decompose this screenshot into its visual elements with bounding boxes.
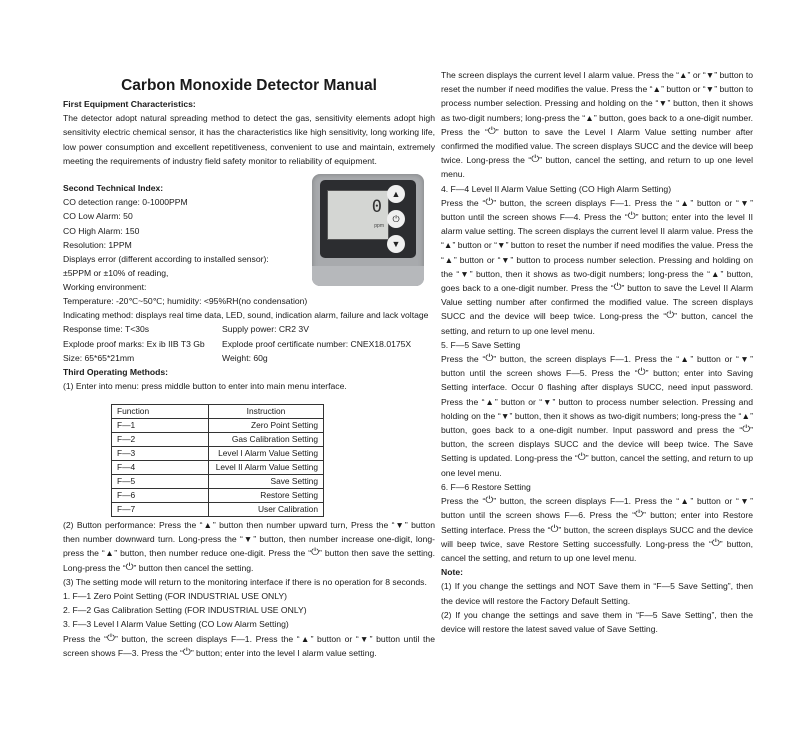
table-cell: Gas Calibration Setting	[209, 433, 324, 447]
menu-intro: (1) Enter into menu: press middle button to enter into main menu interface.	[63, 381, 347, 392]
table-row	[112, 433, 324, 447]
table-cell: Level I Alarm Value Setting	[209, 447, 324, 461]
text-run: ” button then save the setting. Long-press the “	[63, 548, 435, 573]
spec-line: Displays error (different according to installed sensor):	[63, 254, 269, 265]
table-row	[112, 503, 324, 517]
text-run: ” button, the screen displays SUCC and the device will beep twice. The Save Setting is updated. Long-press the “	[441, 425, 753, 464]
device-base	[312, 266, 424, 286]
table-row	[112, 461, 324, 475]
table-header: Instruction	[209, 405, 324, 419]
spec-pair-row	[63, 351, 435, 365]
spec-line: CO detection range: 0-1000PPM	[63, 197, 188, 208]
lcd-reading: 0	[371, 197, 382, 217]
power-icon: ⏻	[711, 537, 720, 549]
text-run: ” button, cancel the setting, and return to up one level menu.	[441, 155, 753, 180]
table-cell: F—3	[112, 447, 209, 461]
text-run: ” button, the screen displays F—1. Press the “▲” button or “▼” button until the screen shows F—3. Press the “	[63, 633, 435, 658]
table-row	[112, 489, 324, 503]
power-icon: ⏻	[125, 561, 134, 573]
text-run: ” button then cancel the setting.	[133, 562, 254, 573]
power-button-icon: ⏻	[387, 210, 405, 228]
text-run: Press the “	[441, 197, 486, 208]
text-run: Press the “	[441, 354, 486, 365]
spec-pair-right: Supply power: CR2 3V	[222, 324, 309, 335]
section-heading: Third Operating Methods:	[63, 366, 169, 377]
power-icon: ⏻	[577, 452, 586, 464]
note-heading: Note:	[441, 567, 463, 578]
text-run: ” button, cancel the setting, and return to up one level menu.	[441, 311, 753, 336]
table-cell: F—7	[112, 503, 209, 517]
power-icon: ⏻	[531, 154, 540, 166]
spec-line: CO High Alarm: 150	[63, 225, 140, 236]
text-run: ” button; enter into the level I alarm value setting.	[190, 647, 377, 658]
text-run: (2) Button performance: Press the “▲” button then number upward turn, Press the “▼” button then number downward turn. Long-press the “▼” button, then number increase one-digit, long-press the “▲” button, then number reduce one-digit. Press the “	[63, 520, 435, 559]
table-cell: Level II Alarm Value Setting	[209, 461, 324, 475]
power-icon: ⏻	[485, 495, 494, 507]
section-heading: First Equipment Characteristics:	[63, 99, 196, 109]
table-cell: Save Setting	[209, 475, 324, 489]
power-icon: ⏻	[627, 211, 636, 223]
power-icon: ⏻	[311, 547, 320, 559]
power-icon: ⏻	[742, 424, 751, 436]
power-icon: ⏻	[485, 353, 494, 365]
down-button-icon: ▼	[387, 235, 405, 253]
timeout-note: (3) The setting mode will return to the monitoring interface if there is no operation for 8 seconds.	[63, 576, 427, 587]
function-table	[111, 404, 324, 517]
spec-pair-left: Size: 65*65*21mm	[63, 352, 135, 363]
f5-instructions	[441, 352, 753, 480]
list-item: 6. F—6 Restore Setting	[441, 481, 531, 492]
power-icon: ⏻	[107, 632, 115, 644]
indicating-method: Indicating method: displays real time data, LED, sound, indication alarm, failure and lack voltage	[63, 310, 429, 321]
list-item: 5. F—5 Save Setting	[441, 339, 521, 350]
table-row	[112, 475, 324, 489]
list-item: 4. F—4 Level II Alarm Value Setting (CO High Alarm Setting)	[441, 183, 672, 194]
text-run: Press the “	[63, 633, 108, 644]
note-item: (1) If you change the settings and NOT Save them in “F—5 Save Setting”, then the device will restore the Factory Default Setting.	[441, 581, 753, 606]
table-cell: Zero Point Setting	[209, 419, 324, 433]
spec-pair-right: Weight: 60g	[222, 352, 268, 363]
f3-continued	[441, 68, 753, 182]
f4-instructions	[441, 196, 753, 338]
text-run: ” button to save the Level I Alarm Value setting number after confirmed the modified value. The screen displays SUCC and the device will beep twice. Long-press the “	[441, 126, 753, 166]
text-run: ” button, the screen displays SUCC and the device will beep twice, save Restore Setting successfully. Long-press the “	[441, 524, 753, 549]
text-run: ” button; enter into Saving Setting interface. Occur 0 flashing after displays SUCC, need input password. Press the “▲” button or “▼” button to process number selection. Pressing and holding on the “▼” button, then it shows as two-digit numbers; long-press the “▲” button, goes back to a one-digit number. Input password and press the “	[441, 368, 753, 436]
spec-pair-right: Explode proof certificate number: CNEX18.0175X	[222, 338, 412, 349]
spec-pair-row	[63, 322, 435, 336]
section-technical-index-cont	[63, 294, 435, 393]
button-performance	[63, 518, 435, 575]
right-column	[441, 68, 753, 636]
text-run: Press the “	[441, 496, 486, 507]
section-heading: Second Technical Index:	[63, 183, 164, 193]
spec-pair-left: Response time: T<30s	[63, 324, 150, 335]
characteristics-text: The detector adopt natural spreading method to detect the gas, sensitivity elements adopt high sensitivity electric chemical sensor, it has the characteristics like high sensitivity, long working life, low power consumption and excellent repetitiveness, convenient to use and maintain, extremely meeting the requirements of industry field safety monitor to reliability of equipment.	[63, 113, 435, 166]
note-item: (2) If you change the settings and save them in “F—5 Save Setting”, then the device will restore the latest saved value of Save Setting.	[441, 609, 753, 634]
power-icon: ⏻	[635, 509, 644, 521]
power-icon: ⏻	[182, 646, 191, 658]
page-title: Carbon Monoxide Detector Manual	[121, 77, 377, 94]
table-cell: F—5	[112, 475, 209, 489]
text-run: ” button, the screen displays F—1. Press the “▲” button or “▼” button until the screen shows F—6. Press the “	[441, 496, 753, 521]
list-item: 1. F—1 Zero Point Setting (FOR INDUSTRIAL USE ONLY)	[63, 591, 287, 602]
table-cell: F—4	[112, 461, 209, 475]
table-cell: F—1	[112, 419, 209, 433]
section-characteristics	[63, 97, 435, 168]
text-run: ” button; enter into Restore Setting interface. Press the “	[441, 510, 753, 535]
up-button-icon: ▲	[387, 185, 405, 203]
spec-pair-left: Explode proof marks: Ex ib IIB T3 Gb	[63, 338, 205, 349]
table-row	[112, 419, 324, 433]
spec-line: Working environment:	[63, 282, 147, 293]
power-icon: ⏻	[550, 523, 559, 535]
table-row	[112, 447, 324, 461]
power-icon: ⏻	[666, 310, 675, 322]
power-icon: ⏻	[487, 125, 496, 137]
table-header-row	[112, 405, 324, 419]
text-run: ” button, the screen displays F—1. Press the “▲” button or “▼” button until the screen shows F—4. Press the “	[441, 197, 753, 223]
detector-illustration	[312, 174, 424, 286]
spec-line: Resolution: 1PPM	[63, 239, 132, 250]
table-header: Function	[112, 405, 209, 419]
text-run: ” button; enter into the level II alarm value setting. The screen displays the current level II alarm value. Press the “▲” button or “▼” button to reset the number if need modifies the value. Press the “▲” button or “▼” button to process number selection. Pressing and holding on the “▼” button, then it shows as two-digit numbers; long-press the “▲” button, goes back to a one-digit number. Press the “	[441, 212, 753, 294]
text-run: ” button, cancel the setting, and return to up one level menu.	[441, 453, 753, 478]
spec-line: Temperature: -20℃~50℃; humidity: <95%RH(no condensation)	[63, 296, 308, 306]
spec-line: CO Low Alarm: 50	[63, 211, 133, 222]
text-run: The screen displays the current level I alarm value. Press the “▲” or “▼” button to reset the number if need modifies the value. Press the “▲” button or “▼” button to process number selection. Pressing and holding on the “▼” button, then it shows as two-digit numbers; long-press the “▲” button, goes back to a one-digit number. Press the “	[441, 70, 753, 137]
f6-instructions	[441, 494, 753, 565]
text-run: ” button, the screen displays F—1. Press the “▲” button or “▼” button until the screen shows F—5. Press the “	[441, 354, 753, 379]
spec-pair-row	[63, 337, 435, 351]
list-item: 3. F—3 Level I Alarm Value Setting (CO Low Alarm Setting)	[63, 619, 289, 630]
spec-line: ±5PPM or ±10% of reading,	[63, 268, 169, 279]
table-cell: F—6	[112, 489, 209, 503]
power-icon: ⏻	[637, 367, 646, 379]
power-icon: ⏻	[613, 282, 622, 294]
lcd-unit: ppm	[374, 223, 384, 229]
list-item: 2. F—2 Gas Calibration Setting (FOR INDUSTRIAL USE ONLY)	[63, 605, 307, 616]
power-icon: ⏻	[485, 196, 494, 208]
f3-instructions	[63, 632, 435, 660]
section-technical-index	[63, 181, 308, 295]
table-cell: Restore Setting	[209, 489, 324, 503]
section-operating-cont	[63, 518, 435, 660]
text-run: ” button, cancel the setting, and return to up one level menu.	[441, 538, 753, 563]
table-cell: F—2	[112, 433, 209, 447]
text-run: ” button to save the Level II Alarm Value setting number after confirmed the modified value. The screen displays SUCC and the device will beep twice. Long-press the “	[441, 283, 753, 322]
lcd-display	[327, 190, 389, 240]
table-cell: User Calibration	[209, 503, 324, 517]
